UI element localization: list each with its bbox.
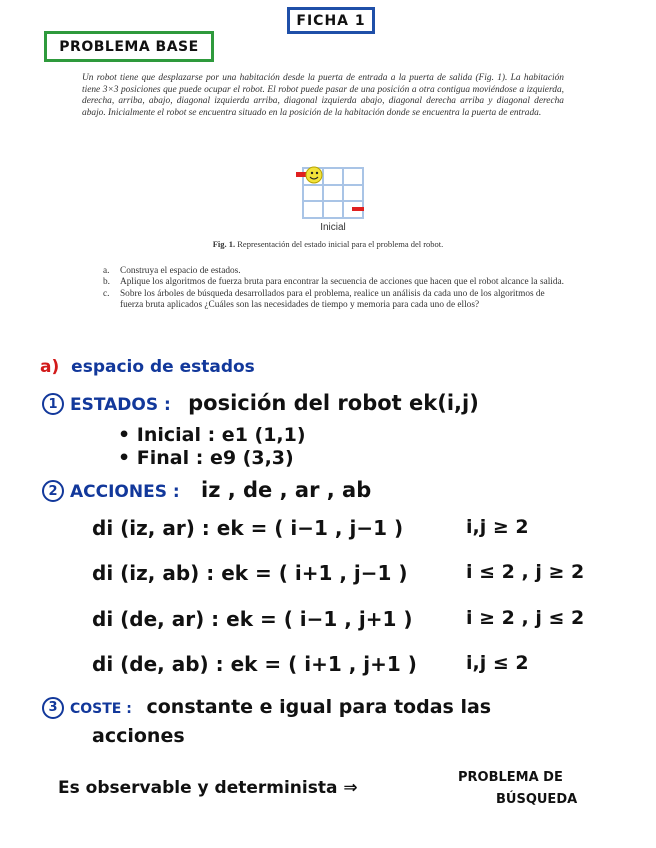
robot-icon (306, 167, 322, 183)
step-1-badge: 1 (42, 393, 64, 415)
coste-line-2: acciones (92, 725, 185, 747)
section-a-heading: a) espacio de estados (40, 357, 255, 377)
question-c: c. Sobre los árboles de búsqueda desarrollados para el problema, realice un análisis da cada uno de los algoritmos de fuerza bruta aplicados ¿Cuáles son las necesidades de tiempo y memoria para cada uno de ellos? (103, 288, 545, 310)
acciones-line: 2 ACCIONES : iz , de , ar , ab (42, 478, 371, 502)
questions-list (103, 266, 565, 311)
question-b: b. Aplique los algoritmos de fuerza bruta para encontrar la secuencia de acciones que hacen que el robot alcance la salida. (103, 277, 564, 288)
ficha-title-box (287, 7, 375, 34)
estado-inicial: • Inicial : e1 (1,1) (118, 424, 306, 446)
conclusion-result-1: PROBLEMA DE (458, 770, 563, 785)
figure-label: Inicial (320, 222, 346, 233)
robot-figure (292, 164, 372, 218)
problema-base-box (44, 31, 214, 62)
rule-de-ar-cond: i ≥ 2 , j ≤ 2 (466, 607, 585, 629)
figure-caption: Fig. 1. Representación del estado inicial para el problema del robot. (212, 239, 444, 249)
problem-statement: Un robot tiene que desplazarse por una habitación desde la puerta de entrada a la puerta de salida (Fig. 1). La habitación tiene 3×3 posiciones que puede ocupar el robot. El robot puede pasar de una posición a otra contigua moviéndose a izquierda, derecha, arriba, abajo, diagonal izquierda arriba, diagonal izquierda abajo, diagonal derecha arriba y diagonal derecha abajo. Inicialmente el robot se encuentra situado en la posición de la habitación donde se encuentra la puerta de entrada. (82, 73, 564, 118)
rule-iz-ar: di (iz, ar) : ek = ( i−1 , j−1 ) (92, 516, 404, 540)
estado-final: • Final : e9 (3,3) (118, 447, 294, 469)
step-2-badge: 2 (42, 480, 64, 502)
rule-iz-ar-cond: i,j ≥ 2 (466, 516, 529, 538)
rule-de-ab-cond: i,j ≤ 2 (466, 652, 529, 674)
estados-line: 1 ESTADOS : posición del robot ek(i,j) (42, 391, 479, 415)
rule-de-ab: di (de, ab) : ek = ( i+1 , j+1 ) (92, 652, 417, 676)
coste-line: 3 COSTE : constante e igual para todas las (42, 696, 491, 719)
problema-base-title: PROBLEMA BASE (59, 38, 199, 55)
rule-iz-ab: di (iz, ab) : ek = ( i+1 , j−1 ) (92, 561, 408, 585)
rule-de-ar: di (de, ar) : ek = ( i−1 , j+1 ) (92, 607, 413, 631)
ficha-title: FICHA 1 (296, 12, 366, 29)
question-a: a. Construya el espacio de estados. (103, 266, 241, 276)
step-3-badge: 3 (42, 697, 64, 719)
conclusion: Es observable y determinista ⇒ (58, 778, 358, 798)
exit-door-icon (352, 207, 364, 211)
conclusion-result-2: BÚSQUEDA (496, 792, 578, 807)
rule-iz-ab-cond: i ≤ 2 , j ≥ 2 (466, 561, 585, 583)
